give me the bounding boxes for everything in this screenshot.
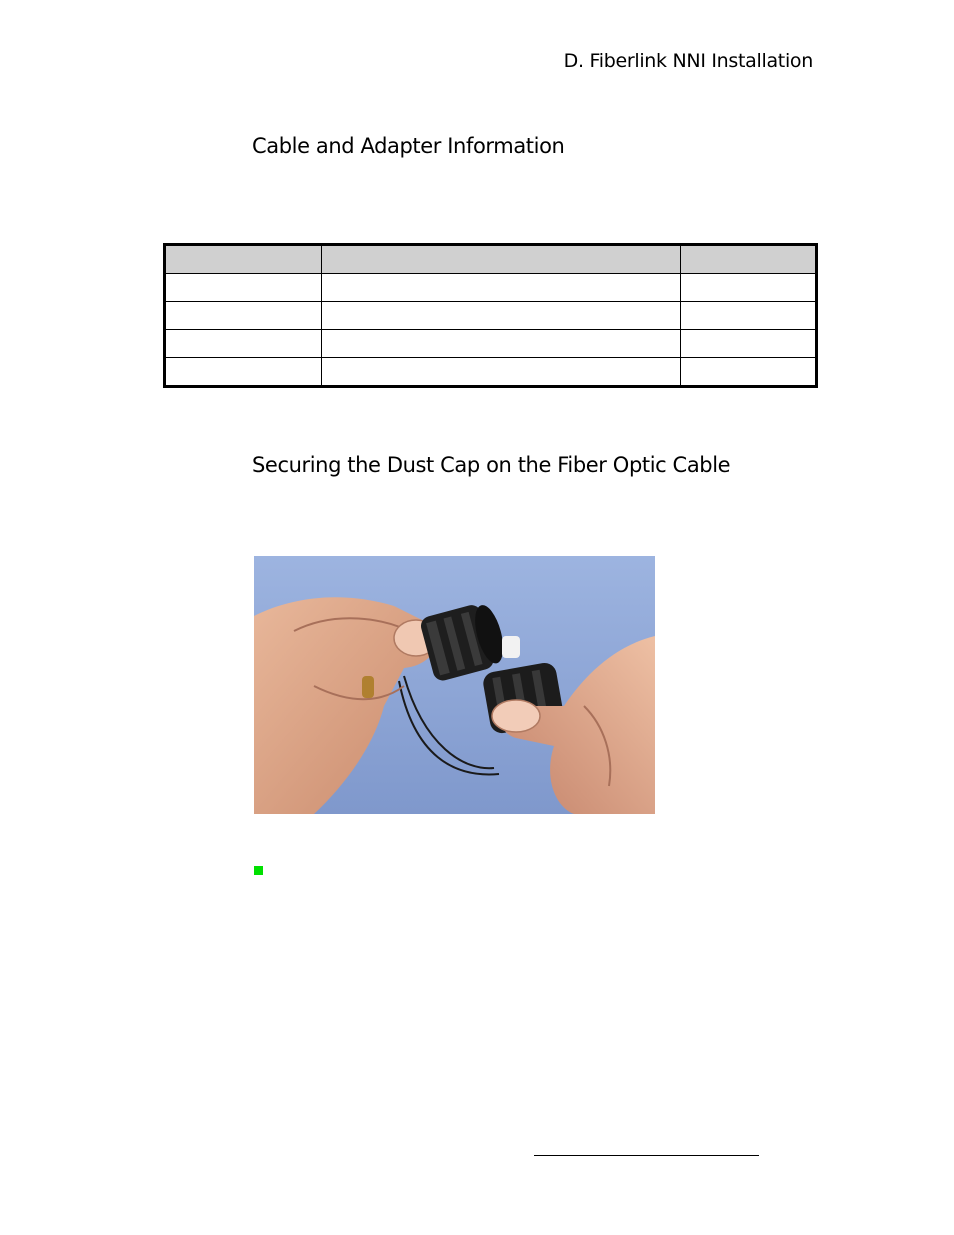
cable-adapter-table bbox=[163, 243, 818, 388]
table-cell bbox=[165, 358, 322, 387]
table-row bbox=[165, 302, 817, 330]
table-header-row bbox=[165, 245, 817, 274]
table-row bbox=[165, 330, 817, 358]
section-heading-dust-cap: Securing the Dust Cap on the Fiber Optic Cable bbox=[252, 453, 731, 477]
footer-divider bbox=[534, 1155, 759, 1156]
table-header-cell bbox=[322, 245, 681, 274]
table-row bbox=[165, 358, 817, 387]
table-cell bbox=[681, 330, 817, 358]
table-cell bbox=[681, 302, 817, 330]
table-header-cell bbox=[165, 245, 322, 274]
table-cell bbox=[322, 358, 681, 387]
dust-cap-photo bbox=[254, 556, 655, 814]
table-cell bbox=[322, 330, 681, 358]
table-row bbox=[165, 274, 817, 302]
page-header-title: D. Fiberlink NNI Installation bbox=[563, 50, 813, 72]
table-cell bbox=[165, 274, 322, 302]
table-cell bbox=[681, 358, 817, 387]
table-cell bbox=[681, 274, 817, 302]
table-cell bbox=[322, 302, 681, 330]
table-cell bbox=[165, 330, 322, 358]
table-header-cell bbox=[681, 245, 817, 274]
green-square-bullet-icon bbox=[254, 866, 263, 875]
section-heading-cable-adapter: Cable and Adapter Information bbox=[252, 134, 565, 158]
table-cell bbox=[165, 302, 322, 330]
table-cell bbox=[322, 274, 681, 302]
